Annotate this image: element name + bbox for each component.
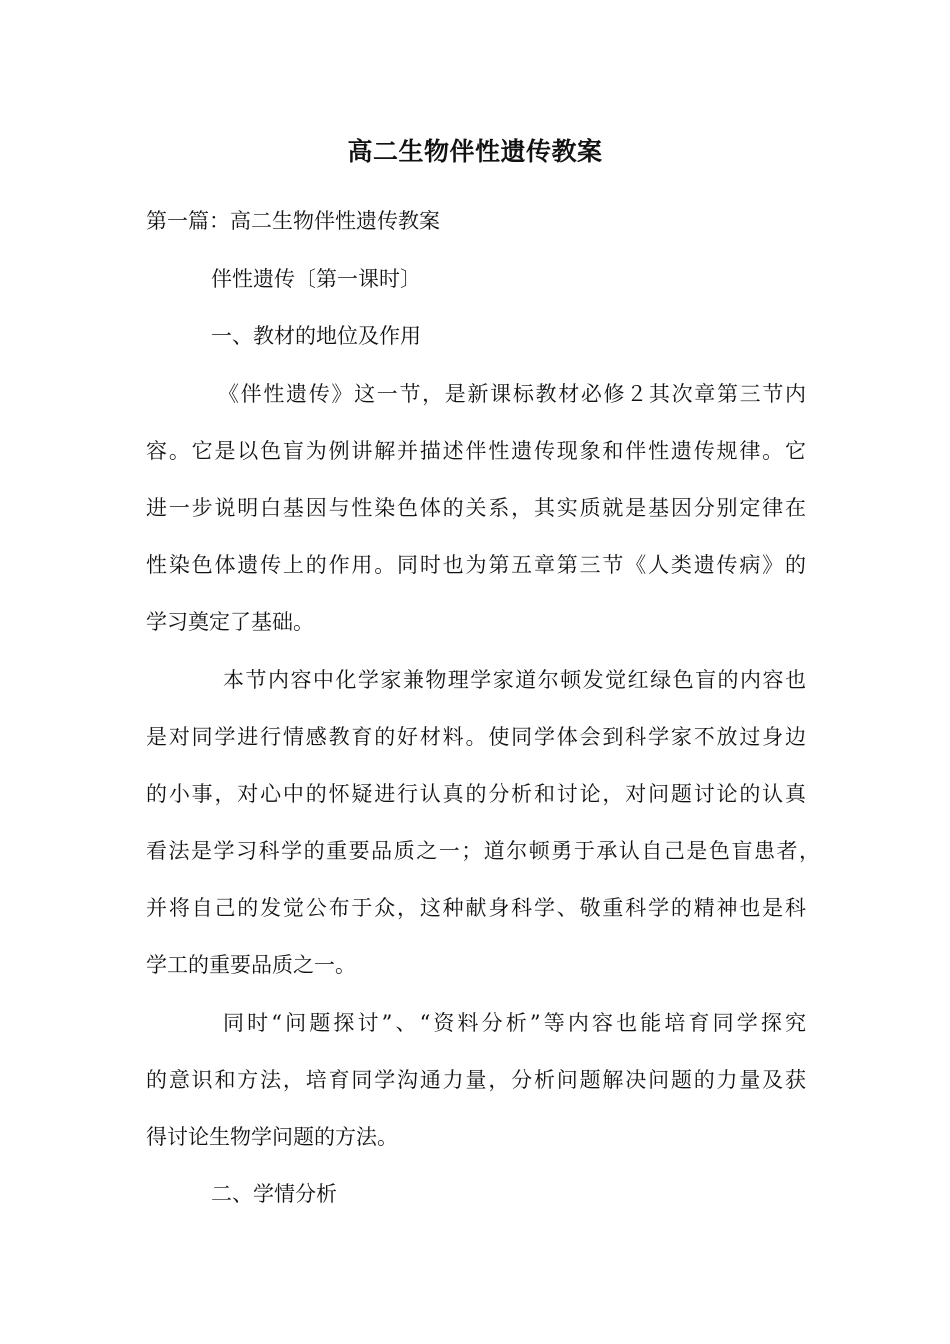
- paragraph-1-line: 《伴性遗传》这一节，是新课标教材必修２其次章第三节内: [218, 382, 806, 406]
- paragraph-3-line: 的意识和方法，培育同学沟通力量，分析问题解决问题的力量及获: [146, 1068, 806, 1092]
- part-two-heading: 二、学情分析: [211, 1182, 337, 1206]
- section-heading: 第一篇：高二生物伴性遗传教案: [146, 209, 440, 233]
- paragraph-2-line: 的小事，对心中的怀疑进行认真的分析和讨论，对问题讨论的认真: [146, 782, 806, 806]
- paragraph-2-line: 本节内容中化学家兼物理学家道尔顿发觉红绿色盲的内容也: [223, 668, 806, 692]
- lesson-title: 伴性遗传〔第一课时〕: [211, 267, 421, 291]
- paragraph-1-line: 学习奠定了基础。: [146, 610, 314, 634]
- paragraph-1-line: 进一步说明白基因与性染色体的关系，其实质就是基因分别定律在: [146, 496, 806, 520]
- paragraph-2-line: 是对同学进行情感教育的好材料。使同学体会到科学家不放过身边: [146, 725, 806, 749]
- paragraph-2-line: 看法是学习科学的重要品质之一；道尔顿勇于承认自己是色盲患者，: [146, 839, 820, 863]
- paragraph-1-line: 性染色体遗传上的作用。同时也为第五章第三节《人类遗传病》的: [146, 553, 806, 577]
- paragraph-2-line: 并将自己的发觉公布于众，这种献身科学、敬重科学的精神也是科: [146, 896, 806, 920]
- part-one-heading: 一、教材的地位及作用: [211, 324, 421, 348]
- paragraph-3-line: 同时“问题探讨”、“资料分析”等内容也能培育同学探究: [223, 1011, 806, 1035]
- paragraph-2-line: 学工的重要品质之一。: [146, 953, 356, 977]
- document-title: 高二生物伴性遗传教案: [347, 137, 603, 166]
- paragraph-3-line: 得讨论生物学问题的方法。: [146, 1125, 398, 1149]
- paragraph-1-line: 容。它是以色盲为例讲解并描述伴性遗传现象和伴性遗传规律。它: [146, 439, 806, 463]
